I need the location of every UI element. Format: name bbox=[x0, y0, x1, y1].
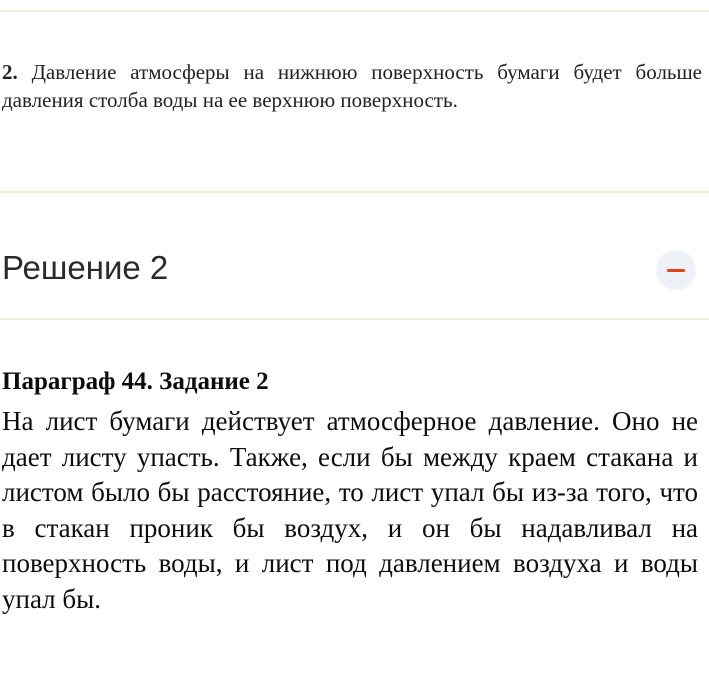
solution-header[interactable] bbox=[0, 234, 709, 306]
solution-title: Решение 2 bbox=[2, 249, 169, 286]
header-divider bbox=[0, 318, 709, 320]
paragraph-title: Параграф 44. Задание 2 bbox=[2, 368, 269, 395]
minus-icon bbox=[667, 269, 685, 272]
collapse-button[interactable] bbox=[656, 250, 696, 290]
top-divider bbox=[0, 10, 709, 12]
answer-number: 2. bbox=[2, 60, 18, 84]
section-divider bbox=[0, 191, 709, 193]
answer-body: Давление атмосферы на нижнюю поверхность бумаги будет больше давления столба воды на ее верхнюю поверхность. bbox=[2, 60, 702, 112]
paragraph-text: На лист бумаги действует атмосферное давление. Оно не дает листу упасть. Также, если бы между краем стакана и листом было бы расстояние, то лист упал бы из-за того, что в стакан проник бы воздух, и он бы надавливал на поверхность воды, и лист под давлением воздуха и воды упал бы. bbox=[2, 406, 698, 614]
solution-body bbox=[2, 366, 698, 617]
answer-text bbox=[2, 58, 702, 114]
